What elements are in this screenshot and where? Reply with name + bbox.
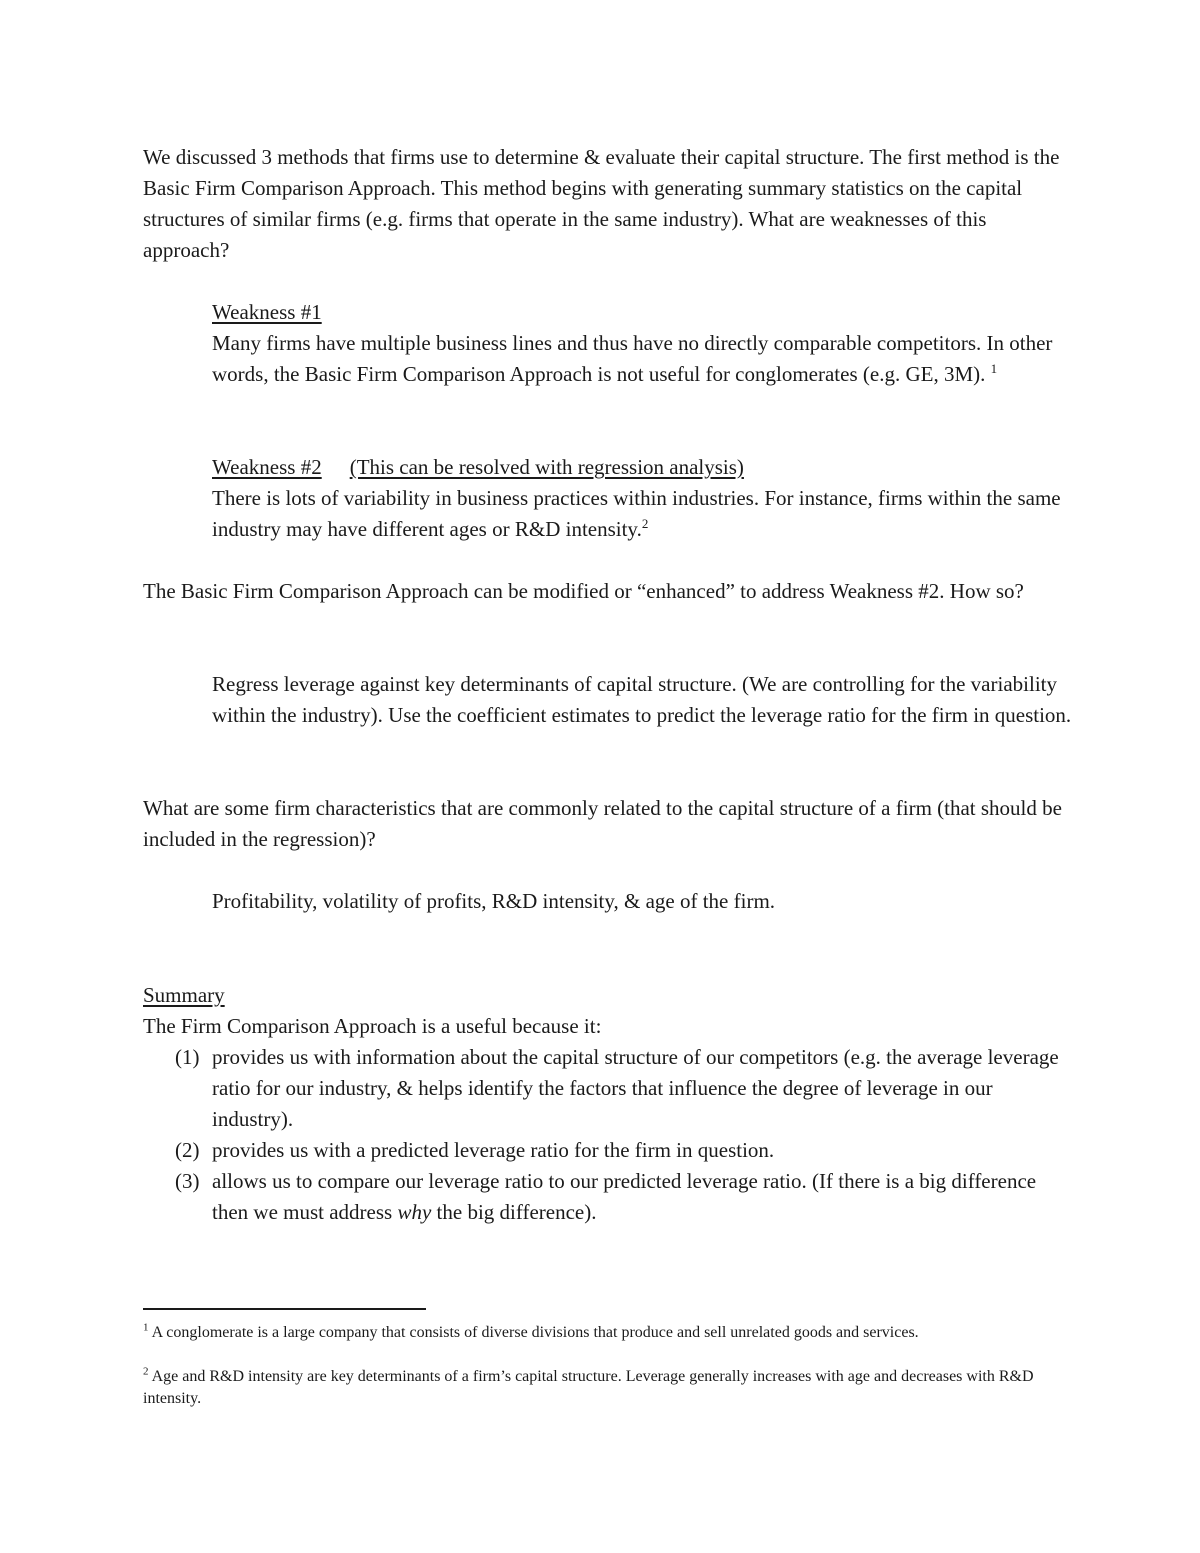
question-firm-characteristics: What are some firm characteristics that are commonly related to the capital structure of a firm (that should be included in the regression)? (143, 796, 1062, 851)
summary-item-emphasis: why (397, 1200, 432, 1224)
summary-intro: The Firm Comparison Approach is a useful because it: (143, 1014, 602, 1038)
summary-item-text-end: the big difference). (431, 1200, 597, 1224)
weakness-2-note: (This can be resolved with regression analysis) (349, 455, 744, 479)
intro-paragraph: We discussed 3 methods that firms use to determine & evaluate their capital structure. The first method is the Basic Firm Comparison Approach. This method begins with generating summary statistics on the capital structures of similar firms (e.g. firms that operate in the same industry). What are weaknesses of this approach? (143, 145, 1060, 262)
footnote-ref-1: 1 (990, 361, 998, 376)
weakness-1-heading: Weakness #1 (212, 300, 322, 324)
weakness-2-heading-line (212, 452, 1072, 483)
footnote-1-text: A conglomerate is a large company that consists of diverse divisions that produce and sell unrelated goods and services. (148, 1324, 919, 1341)
footnote-ref-2: 2 (641, 516, 649, 531)
summary-item-number: (1) (175, 1045, 200, 1069)
footnote-separator (143, 1308, 426, 1310)
summary-item-text: allows us to compare our leverage ratio to our predicted leverage ratio. (If there is a big difference then we must address (212, 1169, 1037, 1224)
summary-item-2 (143, 1135, 1063, 1166)
summary-item-1 (143, 1042, 1063, 1135)
footnote-2-marker: 2 (143, 1365, 149, 1378)
weakness-2-heading: Weakness #2 (212, 455, 322, 479)
answer-characteristics: Profitability, volatility of profits, R&D intensity, & age of the firm. (212, 889, 776, 913)
footnote-1 (143, 1322, 1048, 1344)
summary-item-text: provides us with a predicted leverage ratio for the firm in question. (212, 1138, 775, 1162)
summary-item-number: (2) (175, 1138, 200, 1162)
weakness-1-text: Many firms have multiple business lines and thus have no directly comparable competitors. In other words, the Basic Firm Comparison Approach is not useful for conglomerates (e.g. GE, 3M). $^1$ (212, 331, 1053, 386)
footnote-2-text: Age and R&D intensity are key determinants of a firm’s capital structure. Leverage generally increases with age and decreases with R&D intensity. (143, 1368, 1034, 1407)
footnote-1-marker: 1 (143, 1321, 149, 1334)
weakness-2-section (212, 452, 1072, 545)
weakness-1-section (212, 297, 1072, 390)
summary-list (143, 1042, 1063, 1228)
summary-item-text: provides us with information about the capital structure of our competitors (e.g. the average leverage ratio for our industry, & helps identify the factors that influence the degree of leverage in our industry). (212, 1045, 1059, 1131)
footnote-2 (143, 1366, 1048, 1410)
weakness-2-text: There is lots of variability in business practices within industries. For instance, firms within the same industry may have different ages or R&D intensity.$^2$ (212, 486, 1061, 541)
summary-section (143, 980, 1063, 1042)
question-enhanced-approach: The Basic Firm Comparison Approach can be modified or “enhanced” to address Weakness #2. How so? (143, 579, 1024, 603)
answer-regression: Regress leverage against key determinants of capital structure. (We are controlling for the variability within the industry). Use the coefficient estimates to predict the leverage ratio for the firm in question. (212, 672, 1072, 727)
summary-heading: Summary (143, 983, 225, 1007)
summary-item-3 (143, 1166, 1063, 1228)
summary-item-number: (3) (175, 1169, 200, 1193)
